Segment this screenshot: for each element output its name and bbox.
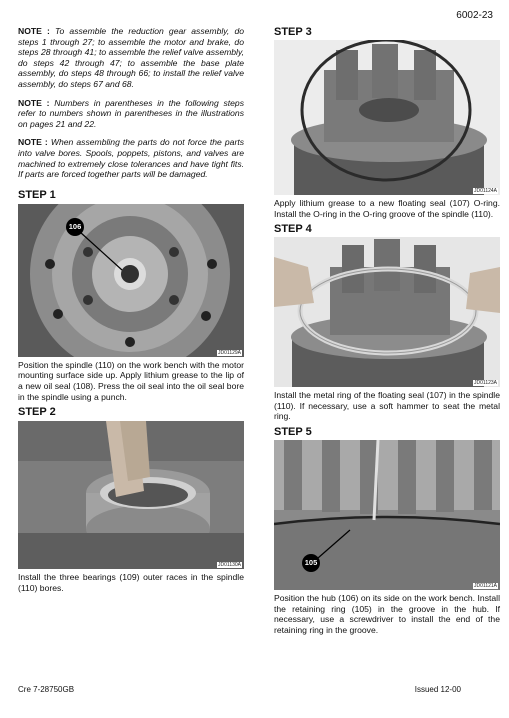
photo-code: JD01130A bbox=[218, 562, 241, 569]
step-2-photo bbox=[18, 421, 244, 569]
note-2 bbox=[18, 98, 244, 130]
step-4-caption: Install the metal ring of the floating seal (107) in the spindle (110). If necessary, use a soft hammer to seat the metal ring. bbox=[274, 390, 500, 422]
note-label: NOTE : bbox=[18, 26, 50, 36]
note-text: When assembling the parts do not force the parts into valve bores. Spools, poppets, pistons, and valves are machined to extremely close tolerances and have tight fits. If parts are forced together parts will be damaged. bbox=[18, 137, 245, 180]
step-1-caption: Position the spindle (110) on the work bench with the motor mounting surface side up. Apply lithium grease to the lip of a new oil seal (108). Press the oil seal into the oil seal bore in the spindle using a punch. bbox=[18, 359, 244, 402]
step-3-caption: Apply lithium grease to a new floating seal (107) O-ring. Install the O-ring in the O-ring groove of the spindle (110). bbox=[274, 198, 500, 219]
step-5-photo bbox=[274, 440, 500, 590]
note-label: NOTE : bbox=[18, 97, 50, 108]
note-1 bbox=[18, 26, 244, 90]
step-1-photo bbox=[18, 204, 244, 357]
footer-document-code: Cre 7-28750GB bbox=[18, 685, 75, 694]
note-text: Numbers in parentheses in the following steps refer to numbers shown in parentheses in the illustrations on pages 21 and 22. bbox=[18, 97, 245, 129]
photo-code: JD01121A bbox=[474, 582, 497, 589]
left-column bbox=[18, 26, 244, 593]
footer-issue-date: Issued 12-00 bbox=[414, 685, 461, 694]
photo-code: JD01124A bbox=[474, 188, 497, 194]
callout-106: 106 bbox=[66, 218, 84, 236]
step-5-caption: Position the hub (106) on its side on the work bench. Install the retaining ring (105) in the groove in the hub. If necessary, use a screwdriver to install the end of the retaining ring in the groove. bbox=[274, 592, 500, 635]
step-5-title: STEP 5 bbox=[274, 425, 312, 438]
right-column bbox=[274, 26, 500, 635]
step-4-title: STEP 4 bbox=[274, 223, 312, 236]
note-text: To assemble the reduction gear assembly, do steps 1 through 27; to assemble the motor and brake, do steps 28 through 41; to assemble the relief valve assembly, do steps 42 through 47; to assemble the base plate assembly, do steps 48 through 66; to install the relief valve assembly, do steps 67 and 68. bbox=[18, 26, 245, 89]
step-3-title: STEP 3 bbox=[274, 26, 312, 38]
note-label: NOTE : bbox=[18, 137, 48, 148]
step-3-photo bbox=[274, 40, 500, 195]
page-number: 6002-23 bbox=[456, 10, 493, 21]
step-4-photo bbox=[274, 237, 500, 387]
note-3 bbox=[18, 137, 244, 179]
step-2-caption: Install the three bearings (109) outer races in the spindle (110) bores. bbox=[18, 572, 244, 593]
step-2-title: STEP 2 bbox=[18, 406, 56, 419]
callout-105: 105 bbox=[302, 554, 320, 572]
photo-code: JD01123A bbox=[474, 380, 497, 387]
photo-code: JD01129A bbox=[218, 349, 241, 356]
step-1-title: STEP 1 bbox=[18, 188, 56, 201]
